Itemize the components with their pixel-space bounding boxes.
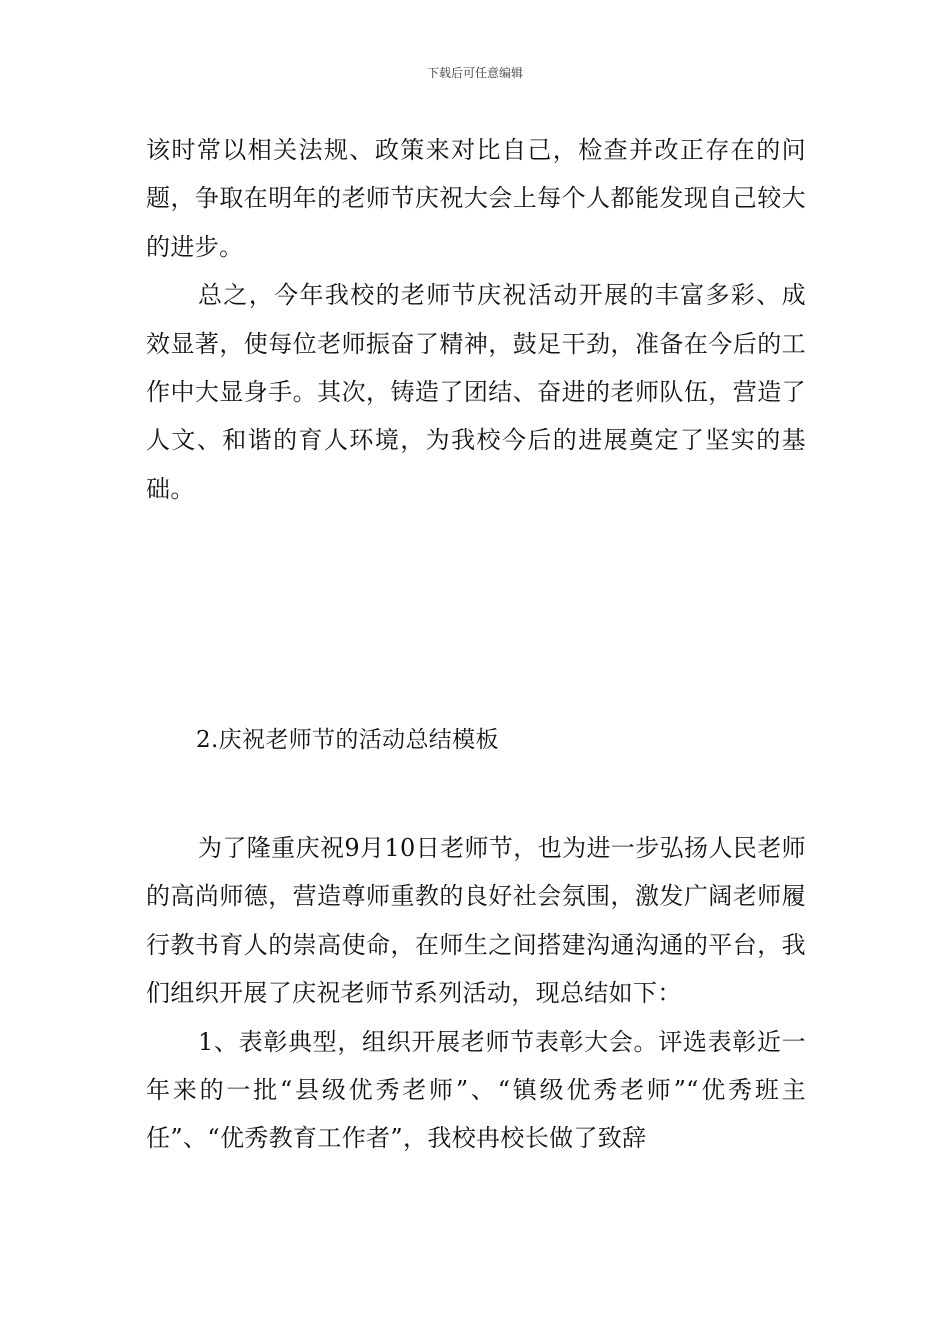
document-body-top [146,126,806,513]
paragraph-intro: 为了隆重庆祝9月10日老师节，也为进一步弘扬人民老师的高尚师德，营造尊师重教的良好社会氛围，激发广阔老师履行教书育人的崇高使命，在师生之间搭建沟通沟通的平台，我们组织开展了庆祝老师节系列活动，现总结如下： [146,834,806,1008]
paragraph-item-1: 1、表彰典型，组织开展老师节表彰大会。评选表彰近一年来的一批“县级优秀老师”、“镇级优秀老师”“优秀班主任”、“优秀教育工作者”，我校冉校长做了致辞 [146,1027,806,1153]
section-heading-block [146,716,806,764]
document-body-bottom [146,824,806,1163]
paragraph-continued: 该时常以相关法规、政策来对比自己，检查并改正存在的问题，争取在明年的老师节庆祝大会上每个人都能发现自己较大的进步。 [146,136,806,261]
paragraph-conclusion: 总之，今年我校的老师节庆祝活动开展的丰富多彩、成效显著，使每位老师振奋了精神，鼓足干劲，准备在今后的工作中大显身手。其次，铸造了团结、奋进的老师队伍，营造了人文、和谐的育人环境，为我校今后的进展奠定了坚实的基础。 [146,281,806,503]
section-heading: 2.庆祝老师节的活动总结模板 [196,727,499,753]
page-header: 下载后可任意编辑 [426,66,523,80]
